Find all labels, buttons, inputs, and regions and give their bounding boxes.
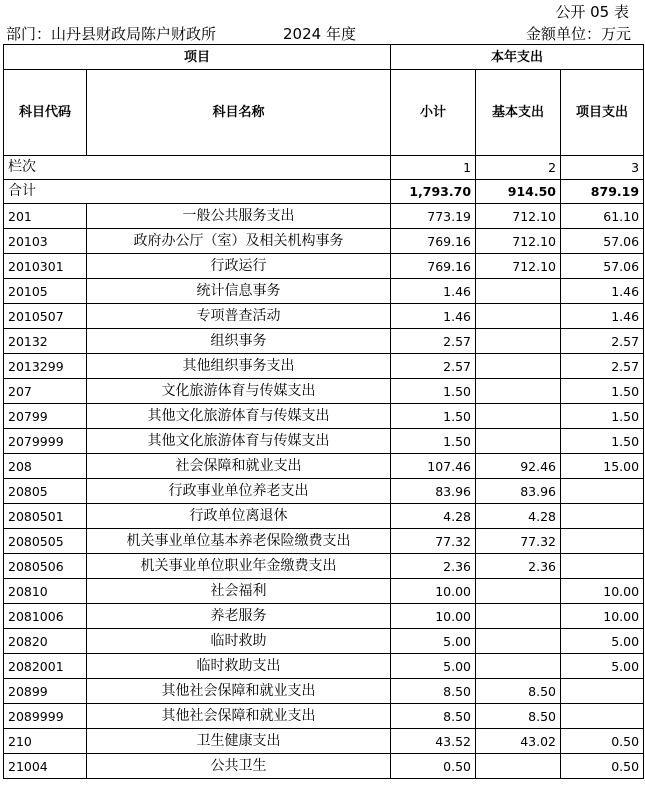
subtotal-cell: 10.00 — [391, 579, 476, 604]
subtotal-cell: 2.57 — [391, 354, 476, 379]
table-row — [4, 279, 644, 304]
project-cell: 2.57 — [561, 329, 644, 354]
subtotal-cell: 107.46 — [391, 454, 476, 479]
subject-code-cell: 2080505 — [4, 529, 87, 554]
report-header — [0, 21, 645, 43]
subtotal-cell: 769.16 — [391, 229, 476, 254]
subtotal-cell: 8.50 — [391, 679, 476, 704]
basic-cell — [476, 404, 561, 429]
project-cell — [561, 529, 644, 554]
subject-name-cell: 行政单位离退休 — [87, 504, 391, 529]
subtotal-cell: 8.50 — [391, 704, 476, 729]
sequence-col-1: 1 — [391, 156, 476, 180]
subtotal-cell: 1.50 — [391, 379, 476, 404]
basic-cell — [476, 629, 561, 654]
table-row — [4, 579, 644, 604]
form-code-line — [0, 0, 645, 21]
table-row — [4, 454, 644, 479]
subject-name-cell: 社会福利 — [87, 579, 391, 604]
table-row — [4, 254, 644, 279]
subtotal-cell: 4.28 — [391, 504, 476, 529]
sequence-label: 栏次 — [4, 156, 391, 180]
total-project: 879.19 — [561, 180, 644, 204]
project-cell — [561, 479, 644, 504]
subject-name-cell: 行政事业单位养老支出 — [87, 479, 391, 504]
basic-cell: 712.10 — [476, 204, 561, 229]
subject-code-cell: 2080506 — [4, 554, 87, 579]
basic-cell: 8.50 — [476, 704, 561, 729]
basic-cell — [476, 279, 561, 304]
table-row — [4, 429, 644, 454]
header-subtotal: 小计 — [391, 70, 476, 156]
subtotal-cell: 773.19 — [391, 204, 476, 229]
basic-cell — [476, 429, 561, 454]
table-row — [4, 654, 644, 679]
subject-name-cell: 专项普查活动 — [87, 304, 391, 329]
project-cell: 2.57 — [561, 354, 644, 379]
subject-code-cell: 2010507 — [4, 304, 87, 329]
subtotal-cell: 83.96 — [391, 479, 476, 504]
subject-name-cell: 其他组织事务支出 — [87, 354, 391, 379]
header-current-year-expense: 本年支出 — [391, 45, 644, 70]
subject-code-cell: 20899 — [4, 679, 87, 704]
project-cell — [561, 679, 644, 704]
table-row — [4, 479, 644, 504]
project-cell: 57.06 — [561, 254, 644, 279]
basic-cell: 712.10 — [476, 229, 561, 254]
subject-code-cell: 2079999 — [4, 429, 87, 454]
subject-code-cell: 2082001 — [4, 654, 87, 679]
subject-code-cell: 20103 — [4, 229, 87, 254]
subject-name-cell: 临时救助 — [87, 629, 391, 654]
table-row — [4, 629, 644, 654]
subject-code-cell: 20810 — [4, 579, 87, 604]
subject-name-cell: 其他文化旅游体育与传媒支出 — [87, 429, 391, 454]
subject-code-cell: 21004 — [4, 754, 87, 779]
expenditure-table — [3, 44, 644, 779]
table-row — [4, 354, 644, 379]
subject-code-cell: 210 — [4, 729, 87, 754]
subject-name-cell: 一般公共服务支出 — [87, 204, 391, 229]
subject-code-cell: 20820 — [4, 629, 87, 654]
subject-code-cell: 2080501 — [4, 504, 87, 529]
subject-code-cell: 2081006 — [4, 604, 87, 629]
subject-code-cell: 2010301 — [4, 254, 87, 279]
subtotal-cell: 43.52 — [391, 729, 476, 754]
subject-name-cell: 临时救助支出 — [87, 654, 391, 679]
project-cell — [561, 554, 644, 579]
subtotal-cell: 77.32 — [391, 529, 476, 554]
subject-code-cell: 2089999 — [4, 704, 87, 729]
project-cell: 1.50 — [561, 379, 644, 404]
table-row — [4, 504, 644, 529]
basic-cell — [476, 354, 561, 379]
sequence-col-3: 3 — [561, 156, 644, 180]
amount-unit: 金额单位：万元 — [525, 25, 631, 43]
basic-cell: 83.96 — [476, 479, 561, 504]
subject-name-cell: 公共卫生 — [87, 754, 391, 779]
total-basic: 914.50 — [476, 180, 561, 204]
project-cell: 5.00 — [561, 654, 644, 679]
basic-cell — [476, 579, 561, 604]
subtotal-cell: 5.00 — [391, 629, 476, 654]
subject-code-cell: 201 — [4, 204, 87, 229]
subject-code-cell: 20799 — [4, 404, 87, 429]
subject-name-cell: 卫生健康支出 — [87, 729, 391, 754]
header-subject-name: 科目名称 — [87, 70, 391, 156]
sequence-row — [4, 156, 644, 180]
project-cell: 1.46 — [561, 279, 644, 304]
subtotal-cell: 1.46 — [391, 304, 476, 329]
total-row — [4, 180, 644, 204]
subject-name-cell: 政府办公厅（室）及相关机构事务 — [87, 229, 391, 254]
subject-name-cell: 其他文化旅游体育与传媒支出 — [87, 404, 391, 429]
table-row — [4, 229, 644, 254]
subject-code-cell: 20105 — [4, 279, 87, 304]
subtotal-cell: 1.50 — [391, 429, 476, 454]
subject-code-cell: 2013299 — [4, 354, 87, 379]
basic-cell: 4.28 — [476, 504, 561, 529]
project-cell: 0.50 — [561, 729, 644, 754]
basic-cell — [476, 379, 561, 404]
subject-code-cell: 20805 — [4, 479, 87, 504]
basic-cell: 77.32 — [476, 529, 561, 554]
basic-cell — [476, 329, 561, 354]
basic-cell — [476, 654, 561, 679]
subject-name-cell: 机关事业单位基本养老保险缴费支出 — [87, 529, 391, 554]
table-row — [4, 529, 644, 554]
form-code: 公开 05 表 — [555, 3, 629, 21]
subject-name-cell: 社会保障和就业支出 — [87, 454, 391, 479]
basic-cell: 712.10 — [476, 254, 561, 279]
project-cell: 1.50 — [561, 429, 644, 454]
subject-name-cell: 其他社会保障和就业支出 — [87, 704, 391, 729]
subject-name-cell: 组织事务 — [87, 329, 391, 354]
table-row — [4, 554, 644, 579]
department-label: 部门：山丹县财政局陈户财政所 — [6, 25, 217, 43]
subject-name-cell: 行政运行 — [87, 254, 391, 279]
header-subject-code: 科目代码 — [4, 70, 87, 156]
subtotal-cell: 2.36 — [391, 554, 476, 579]
project-cell: 10.00 — [561, 579, 644, 604]
table-row — [4, 679, 644, 704]
project-cell: 0.50 — [561, 754, 644, 779]
basic-cell: 92.46 — [476, 454, 561, 479]
subtotal-cell: 1.46 — [391, 279, 476, 304]
project-cell: 10.00 — [561, 604, 644, 629]
project-cell: 1.50 — [561, 404, 644, 429]
table-row — [4, 204, 644, 229]
basic-cell — [476, 754, 561, 779]
subject-code-cell: 208 — [4, 454, 87, 479]
subject-name-cell: 养老服务 — [87, 604, 391, 629]
total-subtotal: 1,793.70 — [391, 180, 476, 204]
basic-cell: 43.02 — [476, 729, 561, 754]
basic-cell: 8.50 — [476, 679, 561, 704]
table-row — [4, 729, 644, 754]
subtotal-cell: 0.50 — [391, 754, 476, 779]
project-cell — [561, 704, 644, 729]
table-row — [4, 754, 644, 779]
fiscal-year: 2024 年度 — [283, 25, 356, 43]
project-cell — [561, 504, 644, 529]
table-row — [4, 604, 644, 629]
table-row — [4, 379, 644, 404]
basic-cell: 2.36 — [476, 554, 561, 579]
project-cell: 5.00 — [561, 629, 644, 654]
header-project: 项目支出 — [561, 70, 644, 156]
table-row — [4, 404, 644, 429]
header-item: 项目 — [4, 45, 391, 70]
subject-name-cell: 机关事业单位职业年金缴费支出 — [87, 554, 391, 579]
project-cell: 57.06 — [561, 229, 644, 254]
table-row — [4, 329, 644, 354]
table-row — [4, 704, 644, 729]
subtotal-cell: 5.00 — [391, 654, 476, 679]
basic-cell — [476, 604, 561, 629]
header-basic: 基本支出 — [476, 70, 561, 156]
subtotal-cell: 769.16 — [391, 254, 476, 279]
subject-name-cell: 其他社会保障和就业支出 — [87, 679, 391, 704]
project-cell: 15.00 — [561, 454, 644, 479]
subtotal-cell: 2.57 — [391, 329, 476, 354]
subtotal-cell: 1.50 — [391, 404, 476, 429]
project-cell: 61.10 — [561, 204, 644, 229]
project-cell: 1.46 — [561, 304, 644, 329]
subject-name-cell: 文化旅游体育与传媒支出 — [87, 379, 391, 404]
total-label: 合计 — [4, 180, 391, 204]
subtotal-cell: 10.00 — [391, 604, 476, 629]
subject-name-cell: 统计信息事务 — [87, 279, 391, 304]
basic-cell — [476, 304, 561, 329]
subject-code-cell: 20132 — [4, 329, 87, 354]
subject-code-cell: 207 — [4, 379, 87, 404]
sequence-col-2: 2 — [476, 156, 561, 180]
table-row — [4, 304, 644, 329]
